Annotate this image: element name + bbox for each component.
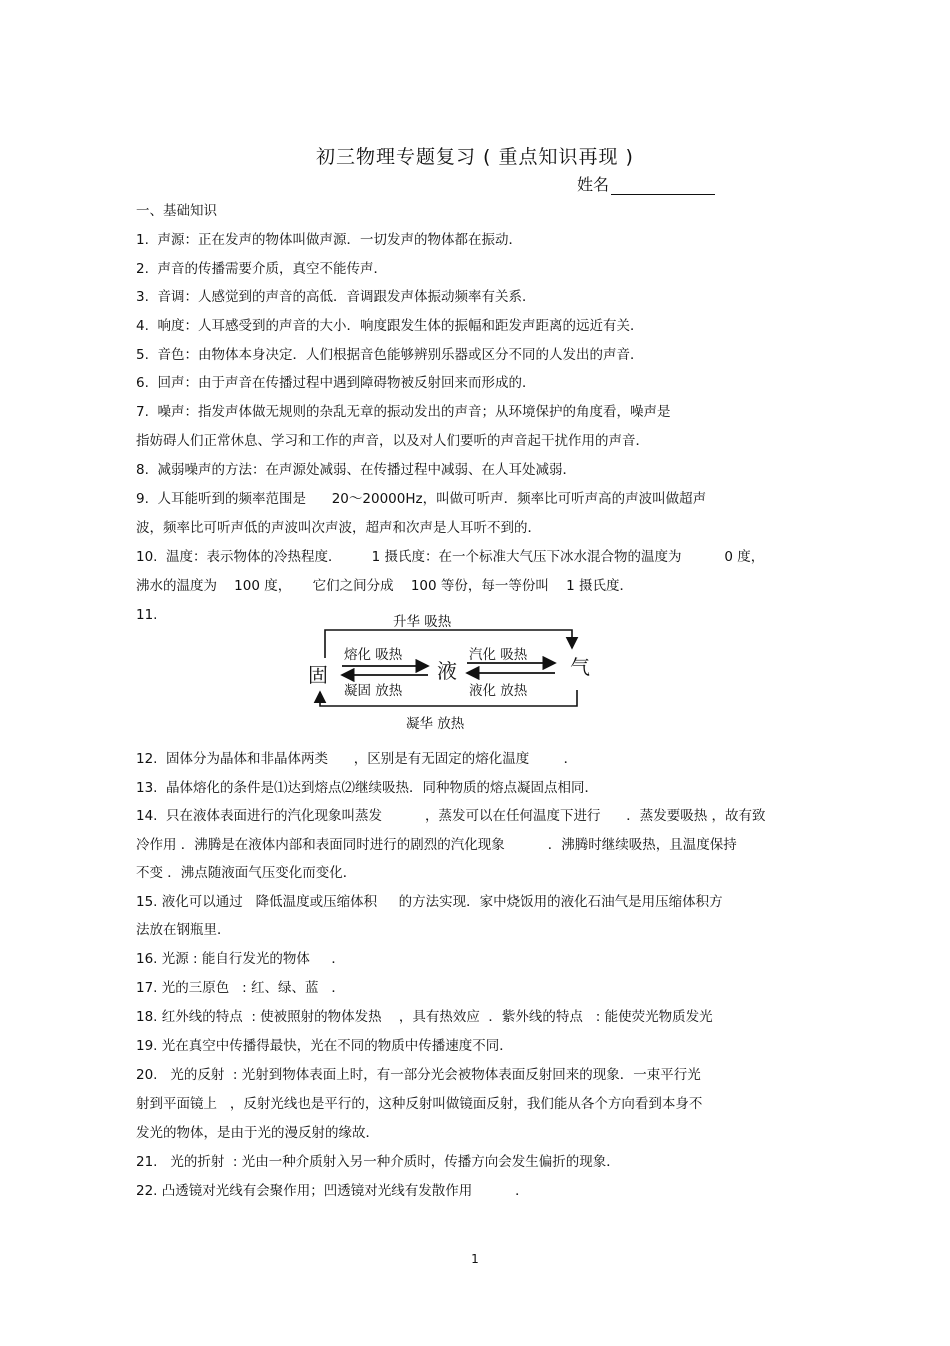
text-line: 1. 声源：正在发声的物体叫做声源．一切发声的物体都在振动． (136, 232, 522, 248)
name-field (577, 172, 715, 195)
text-line: 19. 光在真空中传播得最快，光在不同的物质中传播速度不同． (136, 1038, 513, 1054)
text-line: 8. 减弱噪声的方法：在声源处减弱、在传播过程中减弱、在人耳处减弱． (136, 462, 576, 478)
page-number: 1 (471, 1252, 479, 1266)
text-line: 3. 音调：人感觉到的声音的高低．音调跟发声体振动频率有关系． (136, 289, 536, 305)
text-line: 不变 ．沸点随液面气压变化而变化． (136, 865, 357, 881)
text-line: 18. 红外线的特点 : 使被照射的物体发热 ，具有热效应 ．紫外线的特点 : 能使荧光物质发光 (136, 1009, 713, 1025)
text-line: 6. 回声：由于声音在传播过程中遇到障碍物被反射回来而形成的． (136, 375, 536, 391)
text-line: 9. 人耳能听到的频率范围是 20～20000Hz，叫做可听声．频率比可听声高的声波叫做超声 (136, 491, 707, 507)
text-line: 指妨碍人们正常休息、学习和工作的声音，以及对人们要听的声音起干扰作用的声音． (136, 433, 649, 449)
text-line: 5. 音色：由物体本身决定．人们根据音色能够辨别乐器或区分不同的人发出的声音． (136, 347, 644, 363)
gas-state-label: 气 (570, 655, 590, 679)
vaporization-label: 汽化 吸热 (469, 647, 528, 663)
text-line: 4. 响度：人耳感受到的声音的大小．响度跟发生体的振幅和距发声距离的远近有关． (136, 318, 644, 334)
melting-label: 熔化 吸热 (344, 647, 403, 663)
text-line: 发光的物体，是由于光的漫反射的缘故． (136, 1125, 379, 1141)
text-line: 法放在钢瓶里． (136, 922, 231, 938)
text-line: 7. 噪声：指发声体做无规则的杂乱无章的振动发出的声音；从环境保护的角度看，噪声是 (136, 404, 671, 420)
text-line: 2. 声音的传播需要介质，真空不能传声． (136, 261, 387, 277)
text-line: 10. 温度：表示物体的冷热程度． 1 摄氏度：在一个标准大气压下冰水混合物的温度为 0 度， (136, 549, 765, 565)
name-label: 姓名 (577, 175, 610, 194)
text-line: 17. 光的三原色 : 红、绿、蓝 ． (136, 980, 345, 996)
phase-change-diagram (300, 608, 610, 738)
text-line: 15. 液化可以通过 降低温度或压缩体积 的方法实现．家中烧饭用的液化石油气是用压缩体积方 (136, 894, 723, 910)
sublimation-label: 升华 吸热 (393, 614, 452, 630)
text-line: 21. 光的折射 : 光由一种介质射入另一种介质时，传播方向会发生偏折的现象． (136, 1154, 620, 1170)
text-line: 12. 固体分为晶体和非晶体两类 ，区别是有无固定的熔化温度 ． (136, 751, 578, 767)
liquid-state-label: 液 (437, 659, 457, 683)
text-line: 13. 晶体熔化的条件是⑴达到熔点⑵继续吸热．同种物质的熔点凝固点相同． (136, 780, 599, 796)
deposition-label: 凝华 放热 (406, 716, 465, 732)
text-line: 冷作用 ．沸腾是在液体内部和表面同时进行的剧烈的汽化现象 ．沸腾时继续吸热，且温度保持 (136, 837, 737, 853)
section-heading: 一、基础知识 (136, 203, 217, 219)
text-line: 14. 只在液体表面进行的汽化现象叫蒸发 ，蒸发可以在任何温度下进行 ．蒸发要吸热 ，故有致 (136, 808, 766, 824)
text-line: 11. (136, 607, 158, 623)
text-line: 射到平面镜上 ，反射光线也是平行的，这种反射叫做镜面反射，我们能从各个方向看到本身不 (136, 1096, 703, 1112)
condensation-label: 液化 放热 (469, 683, 528, 699)
text-line: 沸水的温度为 100 度， 它们之间分成 100 等份，每一等份叫 1 摄氏度． (136, 578, 633, 594)
solid-state-label: 固 (308, 663, 328, 687)
text-line: 波，频率比可听声低的声波叫次声波，超声和次声是人耳听不到的． (136, 520, 541, 536)
name-blank-line[interactable] (611, 176, 715, 195)
text-line: 20. 光的反射 : 光射到物体表面上时，有一部分光会被物体表面反射回来的现象．一束平行光 (136, 1067, 701, 1083)
text-line: 16. 光源 : 能自行发光的物体 ． (136, 951, 345, 967)
freezing-label: 凝固 放热 (344, 683, 403, 699)
text-line: 22. 凸透镜对光线有会聚作用；凹透镜对光线有发散作用 ． (136, 1183, 529, 1199)
document-title: 初三物理专题复习 ( 重点知识再现 ) (316, 146, 634, 168)
